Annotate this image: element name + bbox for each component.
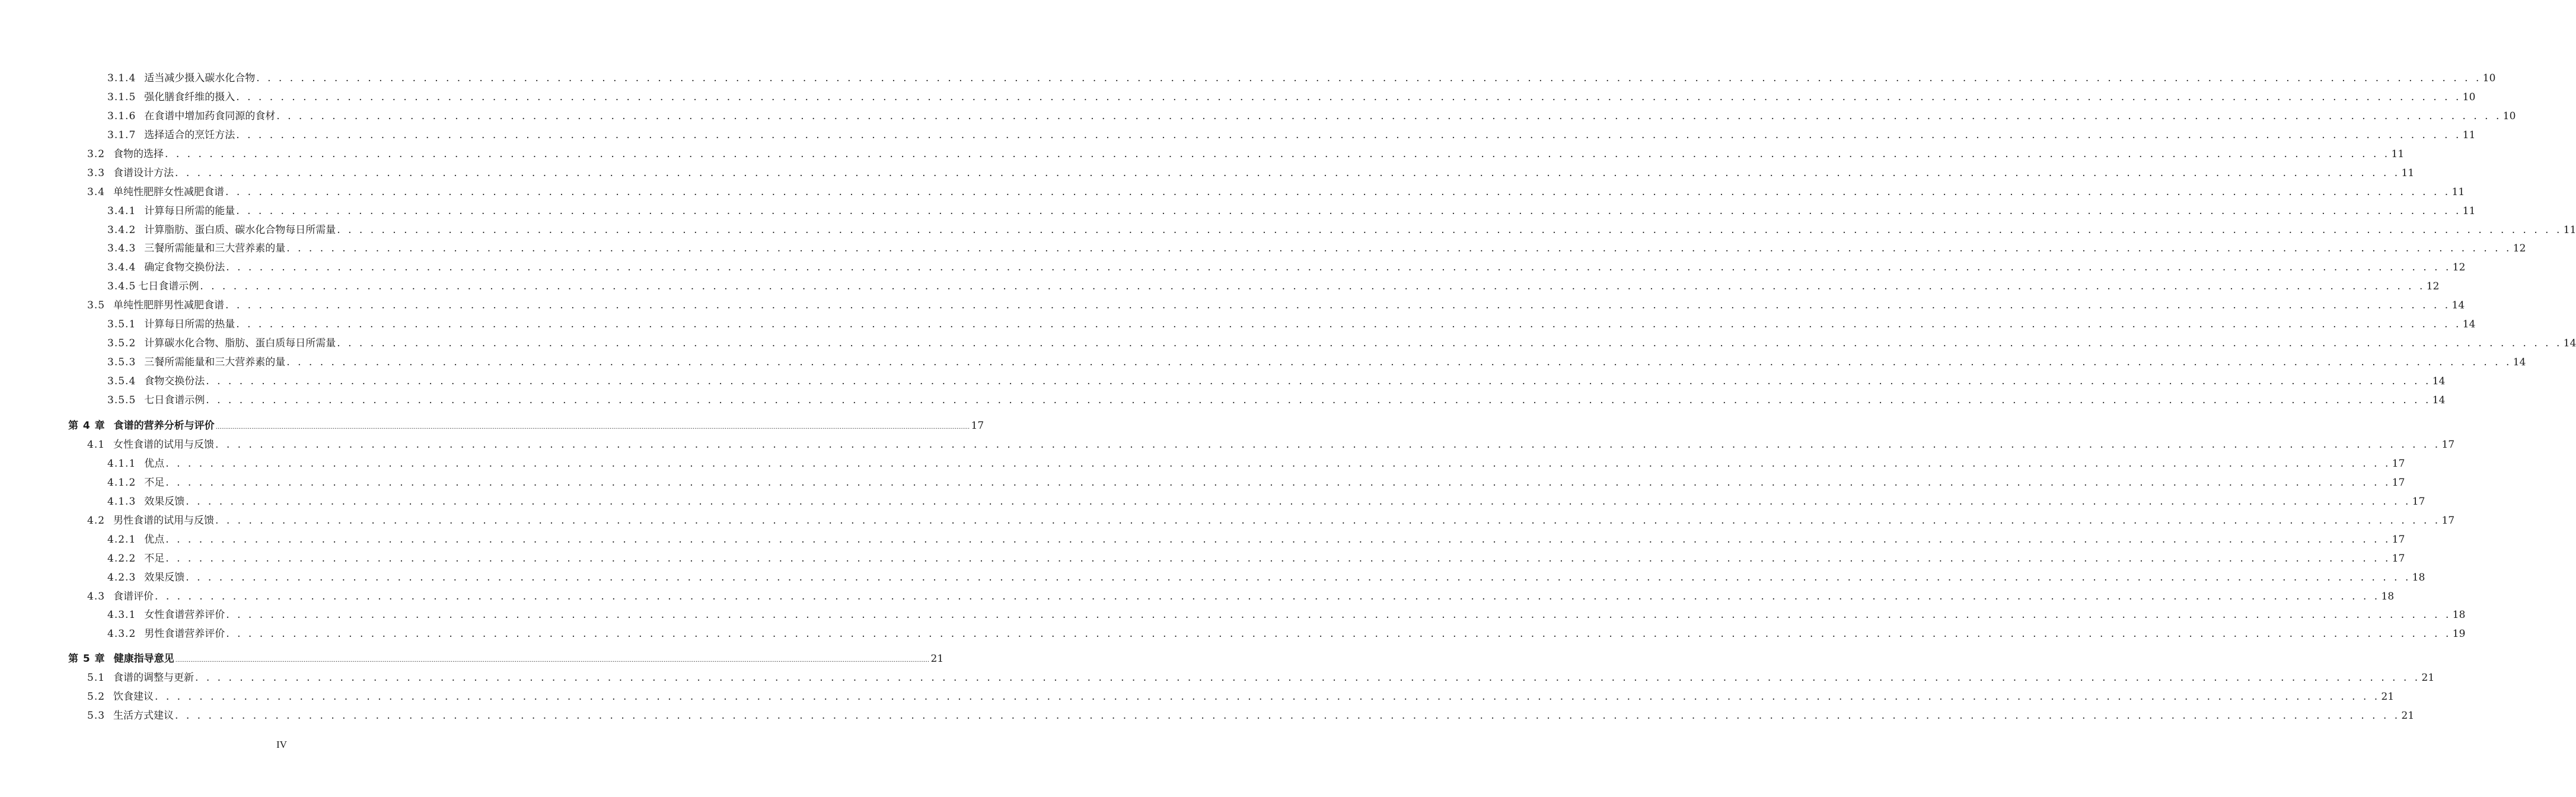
toc-entry-page-number: 11 <box>2563 224 2576 236</box>
dot-leader: . . . . . . . . . . . . . . . . . . . . . . . . . . . . . . . . . . . . . . . . . . . . . . . . . . . . . . . . . . . . . . . . . . . . . . . . . . . . . . . . . . . . . . . . . . . . . . . . . . . . . . . . . . . . . . . . . . . . . . . . . . . . . . . . . . . . . . . . . . . . . . . . . . . . . . . . . . . . . . . . . . . . . . . . . . . . . . . . . . . . . . . . . . . . . . . . . . . . . . . . <box>206 375 2431 387</box>
toc-entry-page-number: 12 <box>2426 280 2440 292</box>
toc-entry[interactable] <box>87 297 2465 315</box>
toc-entry-number: 3.5.3 <box>107 356 136 368</box>
toc-entry-number: 3.1.6 <box>107 110 136 122</box>
toc-entry-number: 4.3.2 <box>107 628 136 640</box>
toc-entry-title: 男性食谱营养评价 <box>144 628 225 640</box>
toc-entry[interactable] <box>107 474 2405 493</box>
toc-entry[interactable] <box>87 669 2435 688</box>
toc-entry-page-number: 14 <box>2462 318 2476 330</box>
toc-entry[interactable] <box>107 126 2476 145</box>
dot-leader: . . . . . . . . . . . . . . . . . . . . . . . . . . . . . . . . . . . . . . . . . . . . . . . . . . . . . . . . . . . . . . . . . . . . . . . . . . . . . . . . . . . . . . . . . . . . . . . . . . . . . . . . . . . . . . . . . . . . . . . . . . . . . . . . . . . . . . . . . . . . . . . . . . . . . . . . . . . . . . . . . . . . . . . . . . . . . . . . . . . . . . . . . . . . . . . . . . . . . . . . <box>215 439 2441 451</box>
toc-entry[interactable] <box>107 372 2446 391</box>
toc-entry[interactable] <box>107 625 2466 644</box>
toc-entry-title: 单纯性肥胖女性减肥食谱 <box>113 186 225 198</box>
toc-entry-page-number: 17 <box>2441 439 2455 451</box>
toc-entry-number: 3.4.2 <box>107 224 136 236</box>
toc-entry-number: 第 5 章 <box>68 653 106 665</box>
toc-entry-page-number: 11 <box>2462 129 2476 141</box>
toc-entry-page-number: 17 <box>2392 477 2405 489</box>
toc-entry-title: 女性食谱营养评价 <box>144 609 225 621</box>
toc-entry-page-number: 11 <box>2391 148 2405 160</box>
toc-entry-title: 食物交换份法 <box>144 375 205 387</box>
toc-entry-page-number: 14 <box>2451 299 2465 311</box>
dot-leader: . . . . . . . . . . . . . . . . . . . . . . . . . . . . . . . . . . . . . . . . . . . . . . . . . . . . . . . . . . . . . . . . . . . . . . . . . . . . . . . . . . . . . . . . . . . . . . . . . . . . . . . . . . . . . . . . . . . . . . . . . . . . . . . . . . . . . . . . . . . . . . . . . . . . . . . . . . . . . . . . . . . . . . . . . . . . . . . . . . . . . . . . . . . . . . . . . . . . . . . . <box>195 672 2421 684</box>
dot-leader: . . . . . . . . . . . . . . . . . . . . . . . . . . . . . . . . . . . . . . . . . . . . . . . . . . . . . . . . . . . . . . . . . . . . . . . . . . . . . . . . . . . . . . . . . . . . . . . . . . . . . . . . . . . . . . . . . . . . . . . . . . . . . . . . . . . . . . . . . . . . . . . . . . . . . . . . . . . . . . . . . . . . . . . . . . . . . . . . . . . . . . . . . . . . . . . . . . . . . . . . <box>226 262 2451 273</box>
toc-entry-title: 单纯性肥胖男性减肥食谱 <box>113 299 225 311</box>
dot-leader: . . . . . . . . . . . . . . . . . . . . . . . . . . . . . . . . . . . . . . . . . . . . . . . . . . . . . . . . . . . . . . . . . . . . . . . . . . . . . . . . . . . . . . . . . . . . . . . . . . . . . . . . . . . . . . . . . . . . . . . . . . . . . . . . . . . . . . . . . . . . . . . . . . . . . . . . . . . . . . . . . . . . . . . . . . . . . . . . . . . . . . . . . . . . . . . . . . . . . . . . <box>175 710 2400 722</box>
toc-entry-title: 在食谱中增加药食同源的食材 <box>144 110 276 122</box>
dot-leader: . . . . . . . . . . . . . . . . . . . . . . . . . . . . . . . . . . . . . . . . . . . . . . . . . . . . . . . . . . . . . . . . . . . . . . . . . . . . . . . . . . . . . . . . . . . . . . . . . . . . . . . . . . . . . . . . . . . . . . . . . . . . . . . . . . . . . . . . . . . . . . . . . . . . . . . . . . . . . . . . . . . . . . . . . . . . . . . . . . . . . . . . . . . . . . . . . . . . . . . . <box>165 553 2391 565</box>
dot-leader: ................................................................................................................................................................................................................................................................................................................................................................................................................ <box>175 657 930 664</box>
toc-entry-number: 3.4.4 <box>107 262 136 273</box>
toc-entry-page-number: 17 <box>2392 534 2405 546</box>
toc-entry-number: 3.5.1 <box>107 318 136 330</box>
toc-entry-number: 3.4 <box>87 186 106 198</box>
dot-leader: . . . . . . . . . . . . . . . . . . . . . . . . . . . . . . . . . . . . . . . . . . . . . . . . . . . . . . . . . . . . . . . . . . . . . . . . . . . . . . . . . . . . . . . . . . . . . . . . . . . . . . . . . . . . . . . . . . . . . . . . . . . . . . . . . . . . . . . . . . . . . . . . . . . . . . . . . . . . . . . . . . . . . . . . . . . . . . . . . . . . . . . . . . . . . . . . . . . . . . . . <box>226 609 2451 621</box>
dot-leader: . . . . . . . . . . . . . . . . . . . . . . . . . . . . . . . . . . . . . . . . . . . . . . . . . . . . . . . . . . . . . . . . . . . . . . . . . . . . . . . . . . . . . . . . . . . . . . . . . . . . . . . . . . . . . . . . . . . . . . . . . . . . . . . . . . . . . . . . . . . . . . . . . . . . . . . . . . . . . . . . . . . . . . . . . . . . . . . . . . . . . . . . . . . . . . . . . . . . . . . . <box>175 167 2400 179</box>
toc-entry-page-number: 14 <box>2563 337 2576 349</box>
toc-entry[interactable] <box>107 353 2526 372</box>
toc-entry-page-number: 18 <box>2381 591 2395 602</box>
toc-entry-page-number: 17 <box>2392 553 2405 565</box>
toc-entry-number: 3.5.5 <box>107 394 136 406</box>
toc-entry[interactable] <box>107 531 2405 550</box>
toc-entry-number: 4.3.1 <box>107 609 136 621</box>
toc-entry-page-number: 17 <box>2441 515 2455 527</box>
toc-chapter-entry[interactable] <box>68 650 944 669</box>
toc-entry-title: 健康指导意见 <box>113 653 174 665</box>
toc-entry-page-number: 21 <box>2401 710 2415 722</box>
toc-entry-page-number: 17 <box>2392 458 2405 470</box>
dot-leader: . . . . . . . . . . . . . . . . . . . . . . . . . . . . . . . . . . . . . . . . . . . . . . . . . . . . . . . . . . . . . . . . . . . . . . . . . . . . . . . . . . . . . . . . . . . . . . . . . . . . . . . . . . . . . . . . . . . . . . . . . . . . . . . . . . . . . . . . . . . . . . . . . . . . . . . . . . . . . . . . . . . . . . . . . . . . . . . . . . . . . . . . . . . . . . . . . . . . . . . . <box>225 186 2451 198</box>
toc-entry-page-number: 21 <box>2421 672 2435 684</box>
toc-entry-page-number: 14 <box>2432 394 2446 406</box>
toc-entry-page-number: 10 <box>2462 91 2476 103</box>
toc-entry[interactable] <box>107 606 2466 625</box>
dot-leader: . . . . . . . . . . . . . . . . . . . . . . . . . . . . . . . . . . . . . . . . . . . . . . . . . . . . . . . . . . . . . . . . . . . . . . . . . . . . . . . . . . . . . . . . . . . . . . . . . . . . . . . . . . . . . . . . . . . . . . . . . . . . . . . . . . . . . . . . . . . . . . . . . . . . . . . . . . . . . . . . . . . . . . . . . . . . . . . . . . . . . . . . . . . . . . . . . . . . . . . . <box>186 572 2411 584</box>
dot-leader: . . . . . . . . . . . . . . . . . . . . . . . . . . . . . . . . . . . . . . . . . . . . . . . . . . . . . . . . . . . . . . . . . . . . . . . . . . . . . . . . . . . . . . . . . . . . . . . . . . . . . . . . . . . . . . . . . . . . . . . . . . . . . . . . . . . . . . . . . . . . . . . . . . . . . . . . . . . . . . . . . . . . . . . . . . . . . . . . . . . . . . . . . . . . . . . . . . . . . . . . <box>206 394 2431 406</box>
toc-entry-title: 男性食谱的试用与反馈 <box>113 515 215 527</box>
toc-entry-title: 食物的选择 <box>113 148 164 160</box>
dot-leader: . . . . . . . . . . . . . . . . . . . . . . . . . . . . . . . . . . . . . . . . . . . . . . . . . . . . . . . . . . . . . . . . . . . . . . . . . . . . . . . . . . . . . . . . . . . . . . . . . . . . . . . . . . . . . . . . . . . . . . . . . . . . . . . . . . . . . . . . . . . . . . . . . . . . . . . . . . . . . . . . . . . . . . . . . . . . . . . . . . . . . . . . . . . . . . . . . . . . . . . . <box>236 129 2462 141</box>
dot-leader: ................................................................................................................................................................................................................................................................................................................................................................................................................ <box>215 424 970 431</box>
toc-entry-title: 食谱设计方法 <box>113 167 174 179</box>
toc-entry-title: 强化膳食纤维的摄入 <box>144 91 235 103</box>
toc-entry-title: 计算脂肪、蛋白质、碳水化合物每日所需量 <box>144 224 336 236</box>
toc-entry-title: 优点 <box>144 534 165 546</box>
toc-entry-title: 不足 <box>144 477 165 489</box>
toc-entry-number: 4.2.2 <box>107 553 136 565</box>
toc-entry[interactable] <box>107 493 2425 512</box>
toc-entry[interactable] <box>107 550 2405 569</box>
toc-entry-page-number: 21 <box>2381 691 2395 703</box>
toc-entry-number: 5.1 <box>87 672 106 684</box>
toc-entry-title: 优点 <box>144 458 165 470</box>
toc-entry[interactable] <box>107 107 2516 126</box>
toc-entry-number: 4.2.1 <box>107 534 136 546</box>
dot-leader: . . . . . . . . . . . . . . . . . . . . . . . . . . . . . . . . . . . . . . . . . . . . . . . . . . . . . . . . . . . . . . . . . . . . . . . . . . . . . . . . . . . . . . . . . . . . . . . . . . . . . . . . . . . . . . . . . . . . . . . . . . . . . . . . . . . . . . . . . . . . . . . . . . . . . . . . . . . . . . . . . . . . . . . . . . . . . . . . . . . . . . . . . . . . . . . . . . . . . . . . <box>155 691 2380 703</box>
toc-entry-title: 效果反馈 <box>144 496 185 508</box>
toc-entry-title: 七日食谱示例 <box>138 280 199 292</box>
dot-leader: . . . . . . . . . . . . . . . . . . . . . . . . . . . . . . . . . . . . . . . . . . . . . . . . . . . . . . . . . . . . . . . . . . . . . . . . . . . . . . . . . . . . . . . . . . . . . . . . . . . . . . . . . . . . . . . . . . . . . . . . . . . . . . . . . . . . . . . . . . . . . . . . . . . . . . . . . . . . . . . . . . . . . . . . . . . . . . . . . . . . . . . . . . . . . . . . . . . . . . . . <box>165 477 2391 489</box>
toc-entry-number: 3.4.5 <box>107 280 136 292</box>
page-number-footer: IV <box>276 739 287 750</box>
toc-entry-page-number: 10 <box>2502 110 2516 122</box>
toc-entry-page-number: 14 <box>2513 356 2526 368</box>
dot-leader: . . . . . . . . . . . . . . . . . . . . . . . . . . . . . . . . . . . . . . . . . . . . . . . . . . . . . . . . . . . . . . . . . . . . . . . . . . . . . . . . . . . . . . . . . . . . . . . . . . . . . . . . . . . . . . . . . . . . . . . . . . . . . . . . . . . . . . . . . . . . . . . . . . . . . . . . . . . . . . . . . . . . . . . . . . . . . . . . . . . . . . . . . . . . . . . . . . . . . . . . <box>337 337 2562 349</box>
toc-entry-number: 5.2 <box>87 691 106 703</box>
dot-leader: . . . . . . . . . . . . . . . . . . . . . . . . . . . . . . . . . . . . . . . . . . . . . . . . . . . . . . . . . . . . . . . . . . . . . . . . . . . . . . . . . . . . . . . . . . . . . . . . . . . . . . . . . . . . . . . . . . . . . . . . . . . . . . . . . . . . . . . . . . . . . . . . . . . . . . . . . . . . . . . . . . . . . . . . . . . . . . . . . . . . . . . . . . . . . . . . . . . . . . . . <box>236 205 2462 217</box>
toc-entry-number: 4.1 <box>87 439 106 451</box>
toc-entry-page-number: 11 <box>2462 205 2476 217</box>
dot-leader: . . . . . . . . . . . . . . . . . . . . . . . . . . . . . . . . . . . . . . . . . . . . . . . . . . . . . . . . . . . . . . . . . . . . . . . . . . . . . . . . . . . . . . . . . . . . . . . . . . . . . . . . . . . . . . . . . . . . . . . . . . . . . . . . . . . . . . . . . . . . . . . . . . . . . . . . . . . . . . . . . . . . . . . . . . . . . . . . . . . . . . . . . . . . . . . . . . . . . . . . <box>186 496 2411 508</box>
toc-entry[interactable] <box>87 436 2455 455</box>
toc-entry-page-number: 10 <box>2482 72 2496 84</box>
toc-entry[interactable] <box>107 88 2476 107</box>
toc-entry-number: 4.1.1 <box>107 458 136 470</box>
toc-entry-title: 效果反馈 <box>144 572 185 584</box>
toc-entry-number: 3.2 <box>87 148 106 160</box>
toc-entry[interactable] <box>87 707 2415 726</box>
toc-entry-title: 选择适合的烹饪方法 <box>144 129 235 141</box>
toc-entry-number: 5.3 <box>87 710 106 722</box>
toc-entry-page-number: 18 <box>2412 572 2425 584</box>
toc-entry-number: 4.1.3 <box>107 496 136 508</box>
toc-entry-title: 适当减少摄入碳水化合物 <box>144 72 256 84</box>
dot-leader: . . . . . . . . . . . . . . . . . . . . . . . . . . . . . . . . . . . . . . . . . . . . . . . . . . . . . . . . . . . . . . . . . . . . . . . . . . . . . . . . . . . . . . . . . . . . . . . . . . . . . . . . . . . . . . . . . . . . . . . . . . . . . . . . . . . . . . . . . . . . . . . . . . . . . . . . . . . . . . . . . . . . . . . . . . . . . . . . . . . . . . . . . . . . . . . . . . . . . . . . <box>165 458 2391 470</box>
toc-entry[interactable] <box>107 391 2446 410</box>
toc-entry[interactable] <box>107 334 2576 353</box>
dot-leader: . . . . . . . . . . . . . . . . . . . . . . . . . . . . . . . . . . . . . . . . . . . . . . . . . . . . . . . . . . . . . . . . . . . . . . . . . . . . . . . . . . . . . . . . . . . . . . . . . . . . . . . . . . . . . . . . . . . . . . . . . . . . . . . . . . . . . . . . . . . . . . . . . . . . . . . . . . . . . . . . . . . . . . . . . . . . . . . . . . . . . . . . . . . . . . . . . . . . . . . . <box>165 534 2391 546</box>
toc-entry[interactable] <box>107 202 2476 221</box>
toc-entry-page-number: 12 <box>2513 243 2526 254</box>
toc-entry-number: 3.5.4 <box>107 375 136 387</box>
toc-entry-number: 4.1.2 <box>107 477 136 489</box>
toc-entry[interactable] <box>87 512 2455 531</box>
toc-entry-title: 生活方式建议 <box>113 710 174 722</box>
dot-leader: . . . . . . . . . . . . . . . . . . . . . . . . . . . . . . . . . . . . . . . . . . . . . . . . . . . . . . . . . . . . . . . . . . . . . . . . . . . . . . . . . . . . . . . . . . . . . . . . . . . . . . . . . . . . . . . . . . . . . . . . . . . . . . . . . . . . . . . . . . . . . . . . . . . . . . . . . . . . . . . . . . . . . . . . . . . . . . . . . . . . . . . . . . . . . . . . . . . . . . . . <box>200 280 2425 292</box>
toc-entry-page-number: 18 <box>2452 609 2466 621</box>
toc-entry[interactable] <box>87 183 2465 202</box>
toc-entry-title: 计算每日所需的热量 <box>144 318 235 330</box>
toc-entry-page-number: 11 <box>2401 167 2415 179</box>
dot-leader: . . . . . . . . . . . . . . . . . . . . . . . . . . . . . . . . . . . . . . . . . . . . . . . . . . . . . . . . . . . . . . . . . . . . . . . . . . . . . . . . . . . . . . . . . . . . . . . . . . . . . . . . . . . . . . . . . . . . . . . . . . . . . . . . . . . . . . . . . . . . . . . . . . . . . . . . . . . . . . . . . . . . . . . . . . . . . . . . . . . . . . . . . . . . . . . . . . . . . . . . <box>337 224 2562 236</box>
toc-entry-page-number: 11 <box>2451 186 2465 198</box>
toc-entry-number: 3.4.3 <box>107 243 136 254</box>
toc-entry-number: 4.2 <box>87 515 106 527</box>
toc-entry-page-number: 19 <box>2452 628 2466 640</box>
toc-entry-page-number: 14 <box>2432 375 2446 387</box>
toc-entry[interactable] <box>107 455 2405 474</box>
toc-entry[interactable] <box>107 278 2440 297</box>
toc-entry-number: 3.1.7 <box>107 129 136 141</box>
toc-entry[interactable] <box>107 315 2476 334</box>
toc-entry-page-number: 17 <box>2412 496 2425 508</box>
toc-entry[interactable] <box>87 688 2395 707</box>
toc-entry-title: 确定食物交换份法 <box>144 262 225 273</box>
toc-entry-title: 食谱评价 <box>113 591 154 602</box>
dot-leader: . . . . . . . . . . . . . . . . . . . . . . . . . . . . . . . . . . . . . . . . . . . . . . . . . . . . . . . . . . . . . . . . . . . . . . . . . . . . . . . . . . . . . . . . . . . . . . . . . . . . . . . . . . . . . . . . . . . . . . . . . . . . . . . . . . . . . . . . . . . . . . . . . . . . . . . . . . . . . . . . . . . . . . . . . . . . . . . . . . . . . . . . . . . . . . . . . . . . . . . . <box>155 591 2380 602</box>
toc-entry-number: 4.3 <box>87 591 106 602</box>
dot-leader: . . . . . . . . . . . . . . . . . . . . . . . . . . . . . . . . . . . . . . . . . . . . . . . . . . . . . . . . . . . . . . . . . . . . . . . . . . . . . . . . . . . . . . . . . . . . . . . . . . . . . . . . . . . . . . . . . . . . . . . . . . . . . . . . . . . . . . . . . . . . . . . . . . . . . . . . . . . . . . . . . . . . . . . . . . . . . . . . . . . . . . . . . . . . . . . . . . . . . . . . <box>226 628 2451 640</box>
dot-leader: . . . . . . . . . . . . . . . . . . . . . . . . . . . . . . . . . . . . . . . . . . . . . . . . . . . . . . . . . . . . . . . . . . . . . . . . . . . . . . . . . . . . . . . . . . . . . . . . . . . . . . . . . . . . . . . . . . . . . . . . . . . . . . . . . . . . . . . . . . . . . . . . . . . . . . . . . . . . . . . . . . . . . . . . . . . . . . . . . . . . . . . . . . . . . . . . . . . . . . . . <box>236 91 2462 103</box>
toc-entry-number: 3.5 <box>87 299 106 311</box>
dot-leader: . . . . . . . . . . . . . . . . . . . . . . . . . . . . . . . . . . . . . . . . . . . . . . . . . . . . . . . . . . . . . . . . . . . . . . . . . . . . . . . . . . . . . . . . . . . . . . . . . . . . . . . . . . . . . . . . . . . . . . . . . . . . . . . . . . . . . . . . . . . . . . . . . . . . . . . . . . . . . . . . . . . . . . . . . . . . . . . . . . . . . . . . . . . . . . . . . . . . . . . . <box>286 243 2512 254</box>
toc-entry-page-number: 21 <box>930 653 944 665</box>
toc-entry-title: 女性食谱的试用与反馈 <box>113 439 215 451</box>
toc-entry-number: 3.1.5 <box>107 91 136 103</box>
toc-entry[interactable] <box>107 240 2526 259</box>
toc-entry[interactable] <box>87 164 2415 183</box>
toc-entry[interactable] <box>107 221 2576 240</box>
toc-entry-title: 七日食谱示例 <box>144 394 205 406</box>
toc-entry-title: 食谱的营养分析与评价 <box>113 420 215 432</box>
dot-leader: . . . . . . . . . . . . . . . . . . . . . . . . . . . . . . . . . . . . . . . . . . . . . . . . . . . . . . . . . . . . . . . . . . . . . . . . . . . . . . . . . . . . . . . . . . . . . . . . . . . . . . . . . . . . . . . . . . . . . . . . . . . . . . . . . . . . . . . . . . . . . . . . . . . . . . . . . . . . . . . . . . . . . . . . . . . . . . . . . . . . . . . . . . . . . . . . . . . . . . . . <box>165 148 2390 160</box>
toc-entry-number: 3.5.2 <box>107 337 136 349</box>
toc-entry-number: 3.3 <box>87 167 106 179</box>
dot-leader: . . . . . . . . . . . . . . . . . . . . . . . . . . . . . . . . . . . . . . . . . . . . . . . . . . . . . . . . . . . . . . . . . . . . . . . . . . . . . . . . . . . . . . . . . . . . . . . . . . . . . . . . . . . . . . . . . . . . . . . . . . . . . . . . . . . . . . . . . . . . . . . . . . . . . . . . . . . . . . . . . . . . . . . . . . . . . . . . . . . . . . . . . . . . . . . . . . . . . . . . <box>225 299 2451 311</box>
dot-leader: . . . . . . . . . . . . . . . . . . . . . . . . . . . . . . . . . . . . . . . . . . . . . . . . . . . . . . . . . . . . . . . . . . . . . . . . . . . . . . . . . . . . . . . . . . . . . . . . . . . . . . . . . . . . . . . . . . . . . . . . . . . . . . . . . . . . . . . . . . . . . . . . . . . . . . . . . . . . . . . . . . . . . . . . . . . . . . . . . . . . . . . . . . . . . . . . . . . . . . . . <box>236 318 2462 330</box>
toc-entry[interactable] <box>107 259 2466 278</box>
toc-entry-title: 饮食建议 <box>113 691 154 703</box>
toc-entry-title: 计算每日所需的能量 <box>144 205 235 217</box>
toc-chapter-entry[interactable] <box>68 417 984 436</box>
toc-entry-number: 4.2.3 <box>107 572 136 584</box>
toc-entry-title: 三餐所需能量和三大营养素的量 <box>144 356 286 368</box>
dot-leader: . . . . . . . . . . . . . . . . . . . . . . . . . . . . . . . . . . . . . . . . . . . . . . . . . . . . . . . . . . . . . . . . . . . . . . . . . . . . . . . . . . . . . . . . . . . . . . . . . . . . . . . . . . . . . . . . . . . . . . . . . . . . . . . . . . . . . . . . . . . . . . . . . . . . . . . . . . . . . . . . . . . . . . . . . . . . . . . . . . . . . . . . . . . . . . . . . . . . . . . . <box>286 356 2512 368</box>
toc-entry[interactable] <box>87 145 2405 164</box>
dot-leader: . . . . . . . . . . . . . . . . . . . . . . . . . . . . . . . . . . . . . . . . . . . . . . . . . . . . . . . . . . . . . . . . . . . . . . . . . . . . . . . . . . . . . . . . . . . . . . . . . . . . . . . . . . . . . . . . . . . . . . . . . . . . . . . . . . . . . . . . . . . . . . . . . . . . . . . . . . . . . . . . . . . . . . . . . . . . . . . . . . . . . . . . . . . . . . . . . . . . . . . . <box>256 72 2482 84</box>
toc-entry-number: 第 4 章 <box>68 420 106 432</box>
toc-entry-page-number: 12 <box>2452 262 2466 273</box>
toc-entry-title: 食谱的调整与更新 <box>113 672 195 684</box>
toc-entry[interactable] <box>87 588 2395 607</box>
toc-entry-number: 3.4.1 <box>107 205 136 217</box>
toc-entry[interactable] <box>107 69 2496 88</box>
toc-entry-title: 计算碳水化合物、脂肪、蛋白质每日所需量 <box>144 337 336 349</box>
dot-leader: . . . . . . . . . . . . . . . . . . . . . . . . . . . . . . . . . . . . . . . . . . . . . . . . . . . . . . . . . . . . . . . . . . . . . . . . . . . . . . . . . . . . . . . . . . . . . . . . . . . . . . . . . . . . . . . . . . . . . . . . . . . . . . . . . . . . . . . . . . . . . . . . . . . . . . . . . . . . . . . . . . . . . . . . . . . . . . . . . . . . . . . . . . . . . . . . . . . . . . . . <box>215 515 2441 527</box>
toc-entry-number: 3.1.4 <box>107 72 136 84</box>
toc-entry-title: 不足 <box>144 553 165 565</box>
toc-entry-page-number: 17 <box>971 420 984 432</box>
toc-entry-title: 三餐所需能量和三大营养素的量 <box>144 243 286 254</box>
dot-leader: . . . . . . . . . . . . . . . . . . . . . . . . . . . . . . . . . . . . . . . . . . . . . . . . . . . . . . . . . . . . . . . . . . . . . . . . . . . . . . . . . . . . . . . . . . . . . . . . . . . . . . . . . . . . . . . . . . . . . . . . . . . . . . . . . . . . . . . . . . . . . . . . . . . . . . . . . . . . . . . . . . . . . . . . . . . . . . . . . . . . . . . . . . . . . . . . . . . . . . . . <box>276 110 2502 122</box>
toc-entry[interactable] <box>107 569 2425 588</box>
